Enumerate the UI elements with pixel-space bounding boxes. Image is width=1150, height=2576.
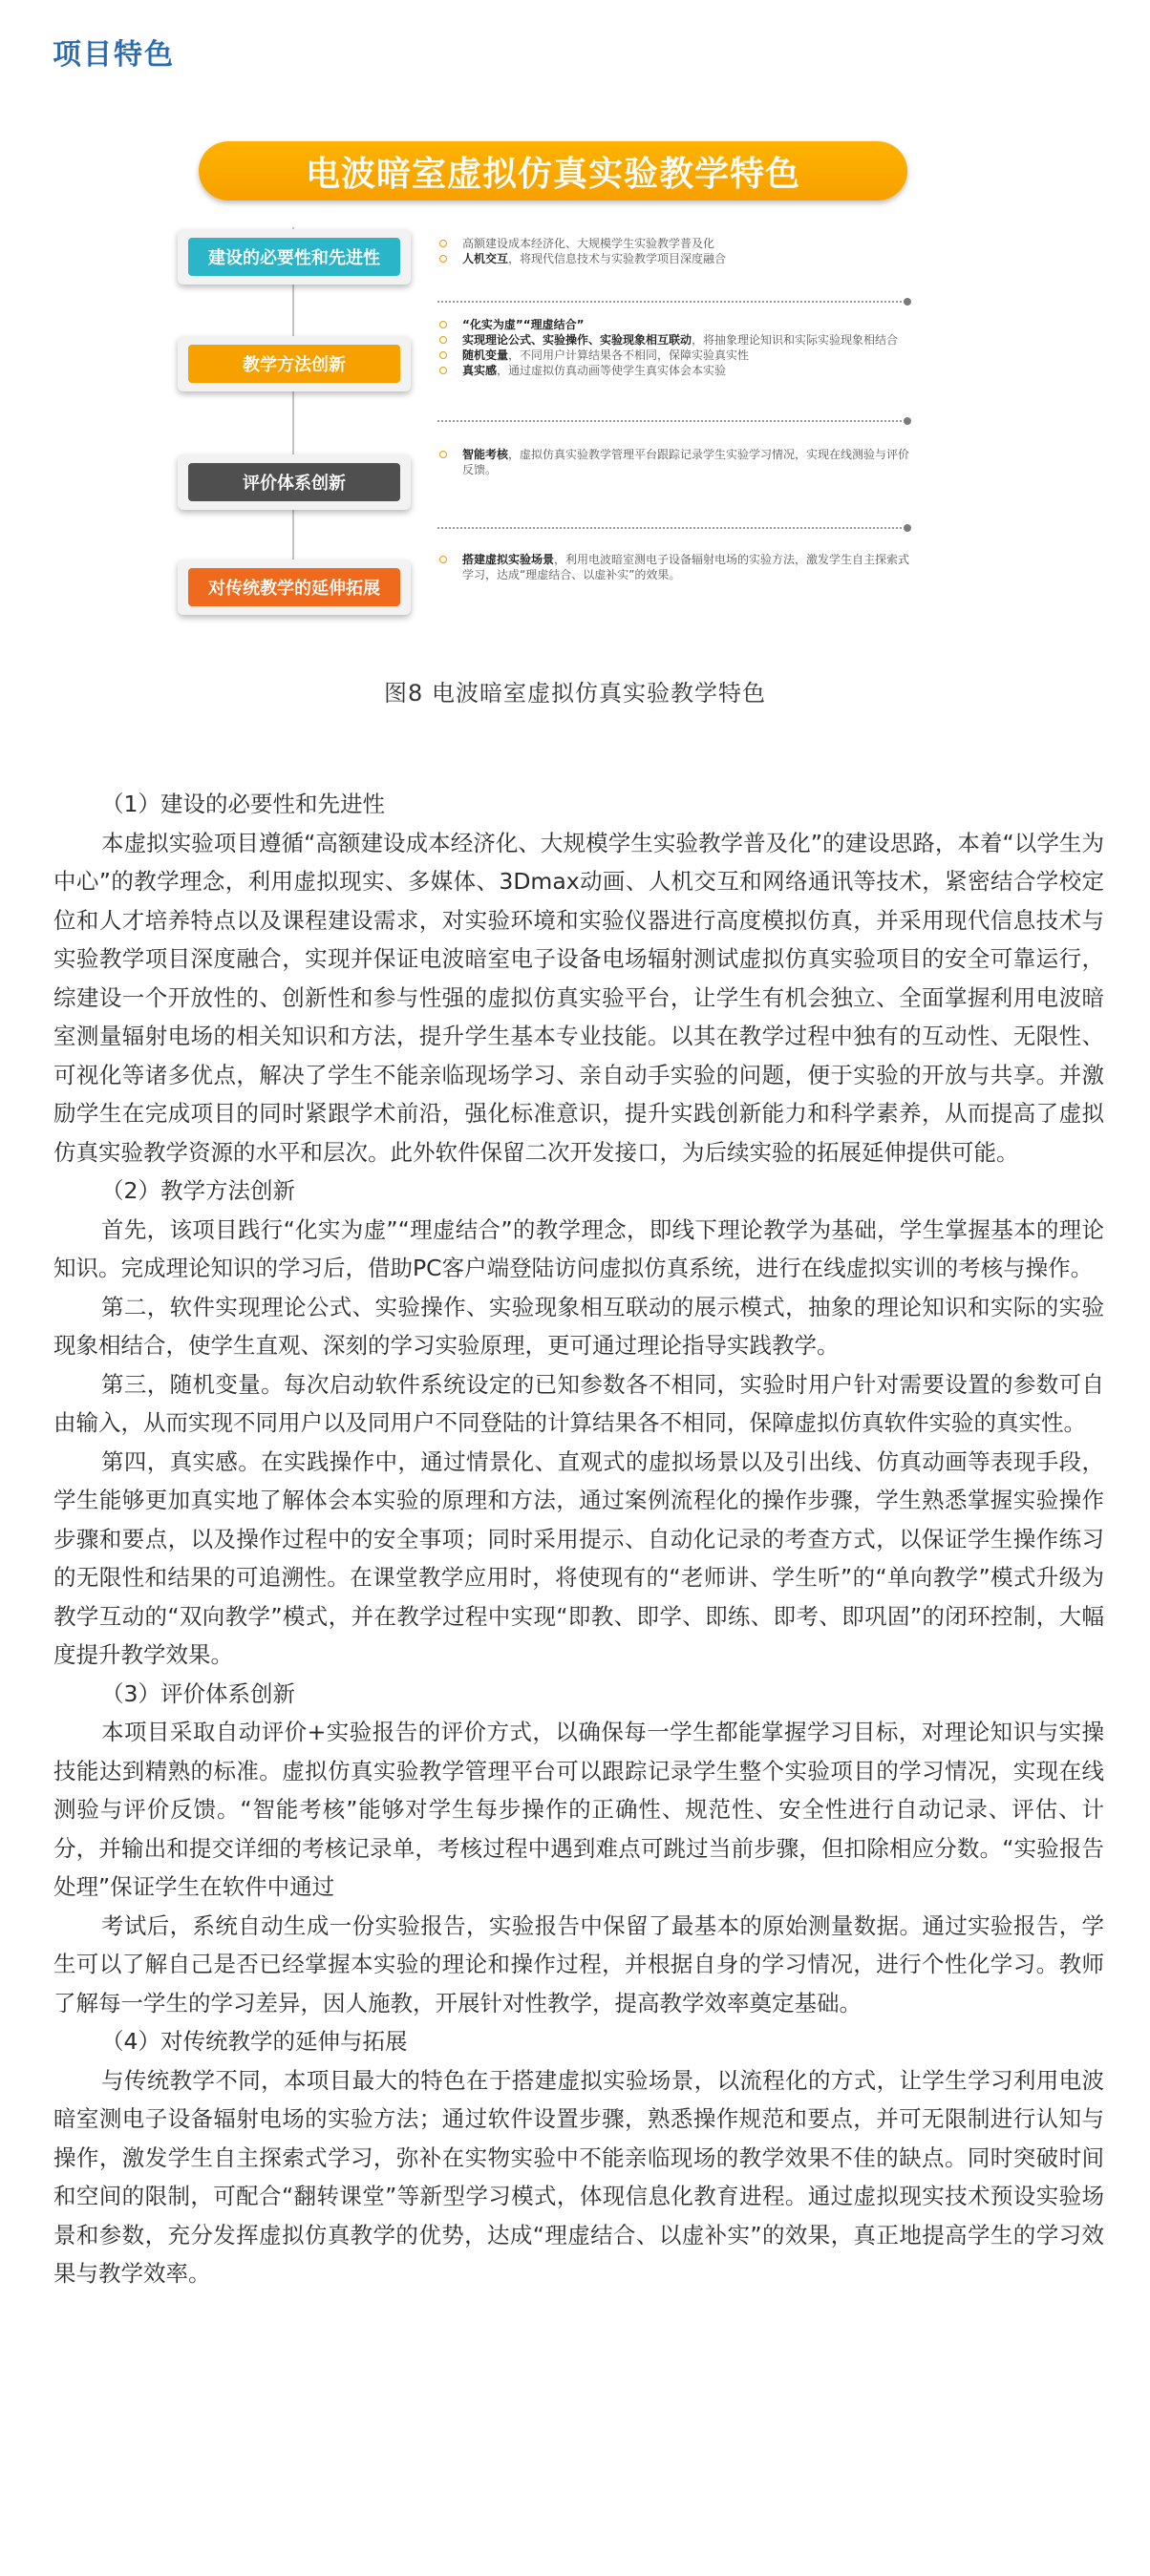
figure-caption: 图8 电波暗室虚拟仿真实验教学特色 [384, 680, 766, 707]
paragraph: 第二，软件实现理论公式、实验操作、实验现象相互联动的展示模式，抽象的理论知识和实际的实验现象相结合，使学生直观、深刻的学习实验原理，更可通过理论指导实践教学。 [53, 1293, 1104, 1359]
feature-description-text: ，将现代信息技术与实验教学项目深度融合 [508, 252, 727, 265]
feature-description-line [437, 317, 915, 332]
feature-keyword: 随机变量 [462, 348, 509, 362]
feature-description-text: 高额建设成本经济化、大规模学生实验教学普及化 [462, 237, 715, 250]
feature-description-text: ，通过虚拟仿真动画等使学生真实体会本实验 [497, 364, 727, 377]
paragraph: 第四，真实感。在实践操作中，通过情景化、直观式的虚拟场景以及引出线、仿真动画等表现手段，学生能够更加真实地了解体会本实验的原理和方法，通过案例流程化的操作步骤，学生熟悉掌握实验操作步骤和要点，以及操作过程中的安全事项；同时采用提示、自动化记录的考查方式，以保证学生操作练习的无限性和结果的可追溯性。在课堂教学应用时，将使现有的“老师讲、学生听”的“单向教学”模式升级为教学互动的“双向教学”模式，并在教学过程中实现“即教、即学、即练、即考、即巩固”的闭环控制，大幅度提升教学效果。 [53, 1447, 1104, 1668]
feature-description-line [437, 552, 915, 582]
feature-description-text: ，将抽象理论知识和实际实验现象相结合 [692, 333, 899, 347]
feature-description-line [437, 251, 915, 266]
section-title: 项目特色 [53, 38, 175, 72]
feature-keyword: 实现理论公式、实验操作、实验现象相互联动 [462, 333, 692, 347]
feature-keyword: 智能考核 [462, 448, 509, 461]
section-heading: （2）教学方法创新 [101, 1177, 295, 1204]
feature-label-card [178, 454, 411, 510]
feature-keyword: 真实感 [462, 364, 498, 377]
feature-description-line [437, 363, 915, 378]
paragraph: 第三，随机变量。每次启动软件系统设定的已知参数各不相同，实验时用户针对需要设置的参数可自由输入，从而实现不同用户以及同用户不同登陆的计算结果各不相同，保障虚拟仿真软件实验的真实性。 [53, 1370, 1104, 1436]
paragraph: 本项目采取自动评价+实验报告的评价方式，以确保每一学生都能掌握学习目标，对理论知识与实操技能达到精熟的标准。虚拟仿真实验教学管理平台可以跟踪记录学生整个实验项目的学习情况，实现在线测验与评价反馈。“智能考核”能够对学生每步操作的正确性、规范性、安全性进行自动记录、评估、计分，并输出和提交详细的考核记录单，考核过程中遇到难点可跳过当前步骤，但扣除相应分数。“实验报告处理”保证学生在软件中通过 [53, 1719, 1104, 1900]
feature-description [437, 317, 915, 378]
divider-dotted [437, 527, 905, 529]
section-heading: （3）评价体系创新 [101, 1679, 295, 1707]
feature-keyword: 搭建虚拟实验场景 [462, 553, 555, 566]
paragraph: 与传统教学不同，本项目最大的特色在于搭建虚拟实验场景，以流程化的方式，让学生学习利用电波暗室测电子设备辐射电场的实验方法；通过软件设置步骤，熟悉操作规范和要点，并可无限制进行认知与操作，激发学生自主探索式学习，弥补在实物实验中不能亲临现场的教学效果不佳的缺点。同时突破时间和空间的限制，可配合“翻转课堂”等新型学习模式，体现信息化教育进程。通过虚拟现实技术预设实验场景和参数，充分发挥虚拟仿真教学的优势，达成“理虚结合、以虚补实”的效果，真正地提高学生的学习效果与教学效率。 [53, 2066, 1104, 2287]
feature-label-card [178, 560, 411, 615]
feature-description-text: ，不同用户计算结果各不相同，保障实验真实性 [508, 348, 750, 362]
feature-label: 对传统教学的延伸拓展 [188, 568, 400, 606]
feature-label: 建设的必要性和先进性 [188, 238, 400, 276]
feature-figure [0, 0, 1150, 668]
feature-label: 教学方法创新 [188, 345, 400, 383]
feature-description-line [437, 236, 915, 251]
feature-description-text: ，虚拟仿真实验教学管理平台跟踪记录学生实验学习情况，实现在线测验与评价反馈。 [462, 448, 910, 476]
feature-label-card [178, 229, 411, 285]
paragraph: 首先，该项目践行“化实为虚”“理虚结合”的教学理念，即线下理论教学为基础，学生掌握基本的理论知识。完成理论知识的学习后，借助PC客户端登陆访问虚拟仿真系统，进行在线虚拟实训的考核与操作。 [53, 1215, 1104, 1281]
feature-description [437, 447, 915, 477]
feature-description-line [437, 332, 915, 348]
feature-description-line [437, 348, 915, 363]
divider-dotted [437, 301, 905, 303]
feature-label: 评价体系创新 [188, 463, 400, 501]
figure-banner: 电波暗室虚拟仿真实验教学特色 [199, 141, 907, 201]
feature-keyword: 人机交互 [462, 252, 509, 265]
feature-description [437, 236, 915, 266]
section-heading: （1）建设的必要性和先进性 [101, 791, 385, 817]
paragraph: 本虚拟实验项目遵循“高额建设成本经济化、大规模学生实验教学普及化”的建设思路，本着“以学生为中心”的教学理念，利用虚拟现实、多媒体、3Dmax动画、人机交互和网络通讯等技术，紧密结合学校定位和人才培养特点以及课程建设需求，对实验环境和实验仪器进行高度模拟仿真，并采用现代信息技术与实验教学项目深度融合，实现并保证电波暗室电子设备电场辐射测试虚拟仿真实验项目的安全可靠运行，综建设一个开放性的、创新性和参与性强的虚拟仿真实验平台，让学生有机会独立、全面掌握利用电波暗室测量辐射电场的相关知识和方法，提升学生基本专业技能。以其在教学过程中独有的互动性、无限性、可视化等诸多优点，解决了学生不能亲临现场学习、亲自动手实验的问题，便于实验的开放与共享。并激励学生在完成项目的同时紧跟学术前沿，强化标准意识，提升实践创新能力和科学素养，从而提高了虚拟仿真实验教学资源的水平和层次。此外软件保留二次开发接口，为后续实验的拓展延伸提供可能。 [53, 829, 1104, 1166]
feature-label-card [178, 336, 411, 391]
body-text [53, 785, 1104, 2293]
feature-description-text: ，利用电波暗室测电子设备辐射电场的实验方法，激发学生自主探索式学习，达成“理虚结合、以虚补实”的效果。 [462, 553, 910, 581]
feature-description-line [437, 447, 915, 477]
section-heading: （4）对传统教学的延伸与拓展 [101, 2028, 408, 2055]
divider-dotted [437, 420, 905, 422]
feature-description [437, 552, 915, 582]
paragraph: 考试后，系统自动生成一份实验报告，实验报告中保留了最基本的原始测量数据。通过实验报告，学生可以了解自己是否已经掌握本实验的理论和操作过程，并根据自身的学习情况，进行个性化学习。教师了解每一学生的学习差异，因人施教，开展针对性教学，提高教学效率奠定基础。 [53, 1911, 1104, 2016]
feature-keyword: “化实为虚”“理虚结合” [462, 318, 585, 331]
